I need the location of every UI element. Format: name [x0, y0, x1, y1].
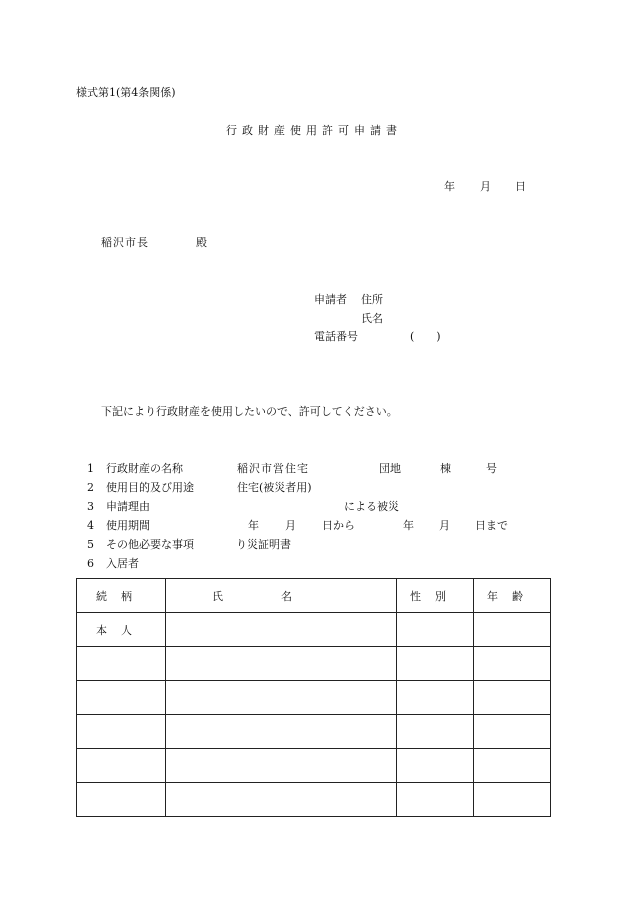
- name-cell: [166, 647, 397, 681]
- applicant-address-label: 住所: [361, 293, 383, 306]
- item-label: 申請理由: [106, 500, 150, 513]
- table-row: [77, 647, 551, 681]
- item-extra-gou: 号: [486, 462, 497, 475]
- item-number: 1: [87, 462, 94, 475]
- table-row: [77, 783, 551, 817]
- applicant-phone-paren: ( ): [410, 330, 441, 343]
- item-number: 2: [87, 481, 94, 494]
- date-day: 日: [515, 180, 526, 193]
- relation-cell: [77, 715, 166, 749]
- period-end-day: 日まで: [475, 519, 508, 532]
- period-start-month: 月: [285, 519, 296, 532]
- header-name: 氏名: [166, 579, 397, 613]
- name-cell: [166, 783, 397, 817]
- relation-cell: [77, 647, 166, 681]
- request-sentence: 下記により行政財産を使用したいので、許可してください。: [101, 405, 398, 418]
- gender-cell: [397, 715, 474, 749]
- item-label: 入居者: [106, 557, 139, 570]
- header-relation: 続柄: [77, 579, 166, 613]
- name-cell: [166, 613, 397, 647]
- table-row: [77, 749, 551, 783]
- name-cell: [166, 681, 397, 715]
- table-header-row: [77, 579, 551, 613]
- item-number: 5: [87, 538, 94, 551]
- age-cell: [474, 647, 551, 681]
- age-cell: [474, 783, 551, 817]
- table-row: [77, 681, 551, 715]
- item-number: 4: [87, 519, 94, 532]
- gender-cell: [397, 681, 474, 715]
- date-month: 月: [480, 180, 491, 193]
- item-extra-danchi: 団地: [379, 462, 401, 475]
- header-gender: 性別: [397, 579, 474, 613]
- applicant-label: 申請者: [314, 293, 347, 306]
- applicant-name-label: 氏名: [361, 312, 383, 325]
- table-row: [77, 715, 551, 749]
- table-row: [77, 613, 551, 647]
- age-cell: [474, 715, 551, 749]
- date-year: 年: [444, 180, 455, 193]
- addressee-honorific: 殿: [196, 236, 207, 249]
- item-extra-tou: 棟: [440, 462, 451, 475]
- period-start-day: 日から: [322, 519, 355, 532]
- gender-cell: [397, 647, 474, 681]
- addressee-name: 稲沢市長: [101, 236, 149, 249]
- form-reference: 様式第1(第4条関係): [76, 86, 176, 99]
- item-label: 使用期間: [106, 519, 150, 532]
- item-number: 6: [87, 557, 94, 570]
- applicant-phone-label: 電話番号: [314, 330, 358, 343]
- relation-cell: [77, 749, 166, 783]
- gender-cell: [397, 783, 474, 817]
- document-title: 行政財産使用許可申請書: [226, 124, 402, 137]
- relation-cell: [77, 783, 166, 817]
- period-end-month: 月: [439, 519, 450, 532]
- residents-table: [76, 578, 551, 817]
- age-cell: [474, 749, 551, 783]
- age-cell: [474, 613, 551, 647]
- item-value: 住宅(被災者用): [237, 481, 312, 494]
- item-value: による被災: [344, 500, 399, 513]
- item-value: 稲沢市営住宅: [237, 462, 309, 475]
- age-cell: [474, 681, 551, 715]
- name-cell: [166, 715, 397, 749]
- item-value: り災証明書: [236, 538, 291, 551]
- header-age: 年齢: [474, 579, 551, 613]
- item-label: 行政財産の名称: [106, 462, 183, 475]
- item-number: 3: [87, 500, 94, 513]
- gender-cell: [397, 613, 474, 647]
- item-label: 使用目的及び用途: [106, 481, 194, 494]
- gender-cell: [397, 749, 474, 783]
- period-start-year: 年: [248, 519, 259, 532]
- relation-cell-self: 本人: [77, 613, 166, 647]
- item-label: その他必要な事項: [106, 538, 194, 551]
- period-end-year: 年: [403, 519, 414, 532]
- relation-cell: [77, 681, 166, 715]
- name-cell: [166, 749, 397, 783]
